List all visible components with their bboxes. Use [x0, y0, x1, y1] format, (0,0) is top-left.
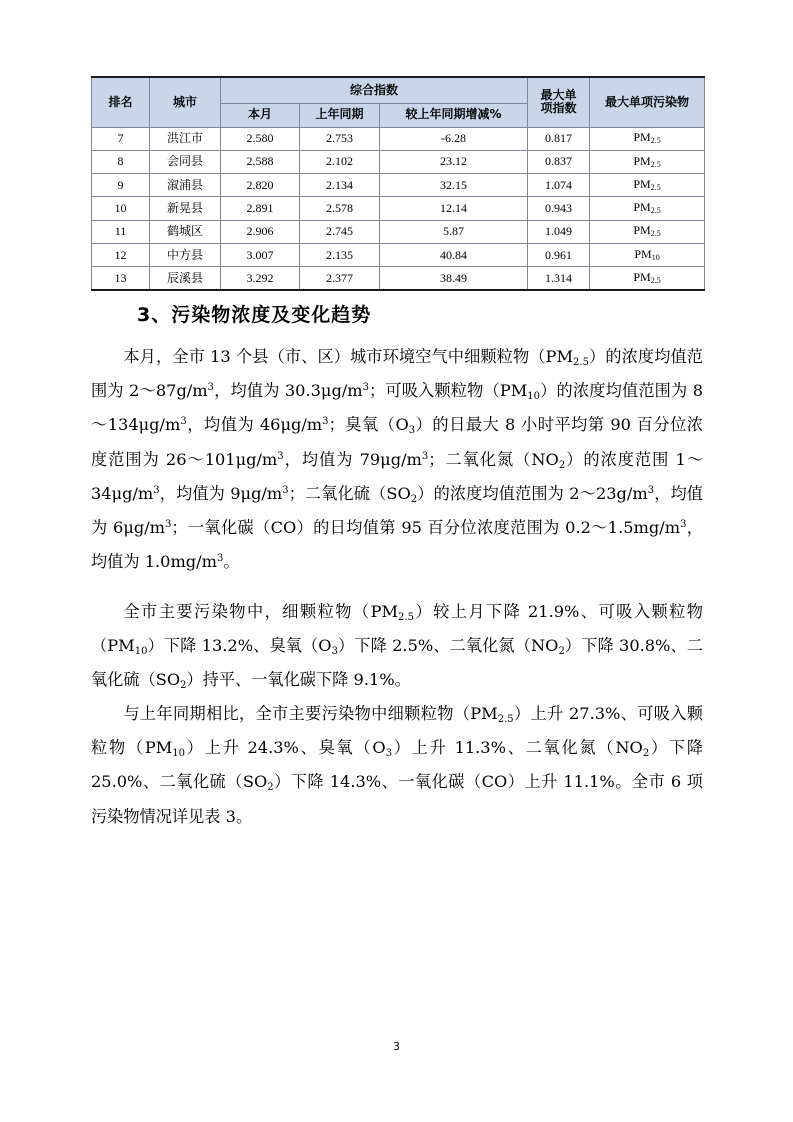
- cell-change: 38.49: [380, 267, 528, 290]
- paragraph-month-over-month: 全市主要污染物中，细颗粒物$(PM_{2.5})$较上月下降 21.9%、可吸入颗粒物$(PM_{10})$下降 13.2%、臭氧$(O_3)$下降 2.5%、二氧化氮$(NO_2)$下降 30.8%、二氧化硫$(SO_2)$持平、一氧化碳下降 9.1%。: [91, 602, 703, 692]
- cell-city: 中方县: [150, 243, 221, 266]
- cell-city: 新晃县: [150, 197, 221, 220]
- header-max-index-line2: 项指数: [540, 101, 577, 116]
- cell-rank: 9: [92, 174, 150, 197]
- cell-rank: 10: [92, 197, 150, 220]
- cell-this-month: 2.580: [221, 127, 300, 150]
- cell-pollutant: $PM_{2.5}$: [590, 220, 705, 243]
- cell-pollutant: $PM_{2.5}$: [590, 197, 705, 220]
- cell-last-year: 2.134: [300, 174, 380, 197]
- cell-change: 5.87: [380, 220, 528, 243]
- cell-rank: 12: [92, 243, 150, 266]
- cell-pollutant: $PM_{10}$: [590, 243, 705, 266]
- header-max-index-line1: 最大单: [540, 88, 577, 103]
- table-row: [92, 243, 705, 266]
- header-max-pollutant: 最大单项污染物: [590, 77, 705, 127]
- cell-city: 鹤城区: [150, 220, 221, 243]
- cell-last-year: 2.753: [300, 127, 380, 150]
- table-row: [92, 150, 705, 173]
- header-composite-index: 综合指数: [221, 77, 528, 103]
- cell-max-index: 0.943: [528, 197, 590, 220]
- cell-last-year: 2.377: [300, 267, 380, 290]
- cell-this-month: 2.906: [221, 220, 300, 243]
- cell-last-year: 2.745: [300, 220, 380, 243]
- header-max-index: [528, 77, 590, 127]
- cell-pollutant: $PM_{2.5}$: [590, 267, 705, 290]
- paragraph-year-over-year: 与上年同期相比，全市主要污染物中细颗粒物$(PM_{2.5})$上升 27.3%、可吸入颗粒物$(PM_{10})$上升 24.3%、臭氧$(O_3)$上升 11.3%、二氧化氮$(NO_2)$下降 25.0%、二氧化硫$(SO_2)$下降 14.3%、一氧化碳（CO）上升 11.1%。全市 6 项污染物情况详见表 3。: [91, 704, 704, 826]
- cell-pollutant: $PM_{2.5}$: [590, 174, 705, 197]
- cell-city: 辰溪县: [150, 267, 221, 290]
- cell-rank: 8: [92, 150, 150, 173]
- table-header-row: [92, 77, 705, 103]
- header-change: 较上年同期增减%: [380, 103, 528, 127]
- cell-max-index: 1.049: [528, 220, 590, 243]
- header-rank: 排名: [92, 77, 150, 127]
- cell-this-month: 3.292: [221, 267, 300, 290]
- table-row: [92, 197, 705, 220]
- cell-change: 32.15: [380, 174, 528, 197]
- cell-this-month: 2.820: [221, 174, 300, 197]
- table-row: [92, 220, 705, 243]
- cell-max-index: 0.837: [528, 150, 590, 173]
- cell-max-index: 1.074: [528, 174, 590, 197]
- cell-city: 洪江市: [150, 127, 221, 150]
- table-row: [92, 127, 705, 150]
- cell-change: 12.14: [380, 197, 528, 220]
- cell-last-year: 2.578: [300, 197, 380, 220]
- cell-pollutant: $PM_{2.5}$: [590, 150, 705, 173]
- header-this-month: 本月: [221, 103, 300, 127]
- cell-city: 溆浦县: [150, 174, 221, 197]
- cell-pollutant: $PM_{2.5}$: [590, 127, 705, 150]
- cell-change: 40.84: [380, 243, 528, 266]
- cell-last-year: 2.102: [300, 150, 380, 173]
- table-row: [92, 174, 705, 197]
- cell-max-index: 1.314: [528, 267, 590, 290]
- cell-city: 会同县: [150, 150, 221, 173]
- cell-last-year: 2.135: [300, 243, 380, 266]
- cell-max-index: 0.961: [528, 243, 590, 266]
- page-number: 3: [393, 1040, 400, 1053]
- cell-change: -6.28: [380, 127, 528, 150]
- cell-rank: 7: [92, 127, 150, 150]
- section-heading: 3、污染物浓度及变化趋势: [137, 304, 372, 326]
- header-last-year: 上年同期: [300, 103, 380, 127]
- cell-rank: 11: [92, 220, 150, 243]
- cell-this-month: 2.891: [221, 197, 300, 220]
- cell-max-index: 0.817: [528, 127, 590, 150]
- cell-change: 23.12: [380, 150, 528, 173]
- header-city: 城市: [150, 77, 221, 127]
- table-row: [92, 267, 705, 290]
- cell-this-month: 2.588: [221, 150, 300, 173]
- cell-this-month: 3.007: [221, 243, 300, 266]
- paragraph-concentration-ranges: 本月，全市 13 个县（市、区）城市环境空气中细颗粒物$(PM_{2.5})$的浓度均值范围为 $2\sim 87g/m^3$，均值为 $30.3\mu g/m^3$；可吸入颗粒物$(PM_{10})$的浓度均值范围为 $8\sim 134\mu g/m^3$，均值为 $46\mu g/m^3$；臭氧$(O_3)$的日最大 8 小时平均第 90 百分位浓度范围为 $26\sim 101\mu g/m^3$，均值为 $79\mu g/m^3$；二氧化氮$(NO_2)$的浓度范围 $1\sim 34\mu g/m^3$，均值为 $9\mu g/m^3$；二氧化硫$(SO_2)$的浓度均值范围为 $2\sim 23g/m^3$，均值为 $6\mu g/m^3$；一氧化碳（CO）的日均值第 95 百分位浓度范围为 $0.2\sim 1.5mg/m^3$，均值为 $1.0mg/m^3$。: [91, 347, 704, 572]
- cell-rank: 13: [92, 267, 150, 290]
- city-ranking-table: [91, 76, 705, 291]
